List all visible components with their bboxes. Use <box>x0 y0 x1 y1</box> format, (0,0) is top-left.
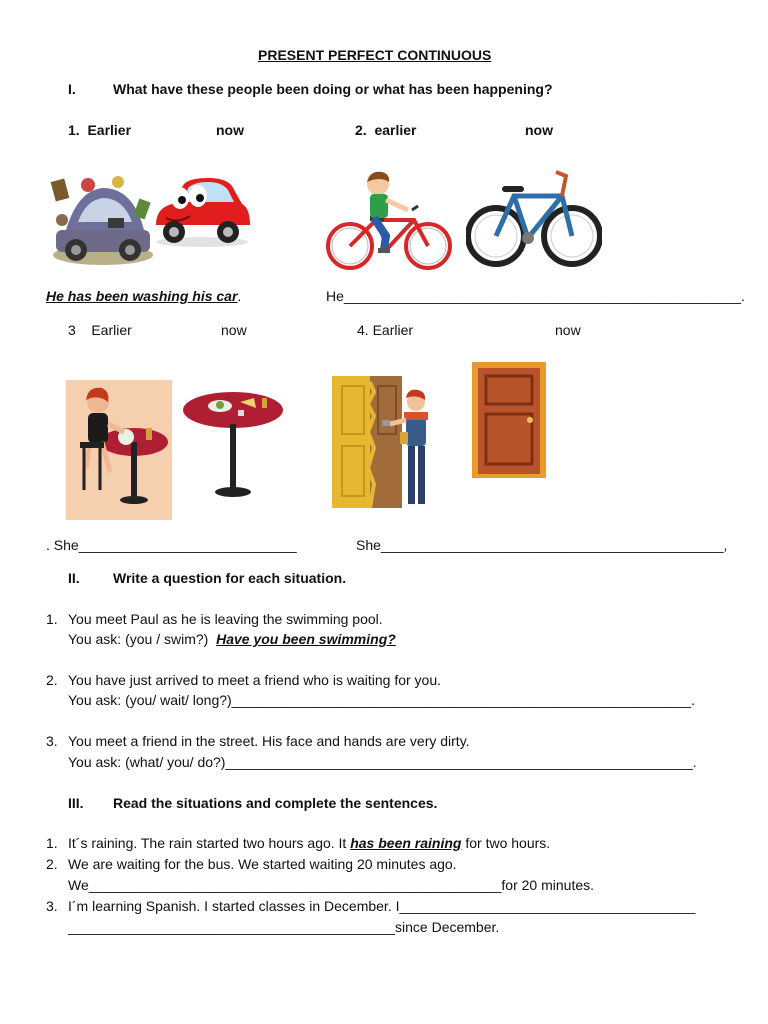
item-1-answer: He has been washing his car <box>46 288 238 304</box>
item-2-answer-line: He___________________________________________________. <box>326 288 745 304</box>
question-1-text: You meet Paul as he is leaving the swimming pool. <box>68 611 383 627</box>
item-3-now-label: now <box>221 322 247 338</box>
section-1-numeral: I. <box>68 81 76 97</box>
question-1-number: 1. <box>46 611 58 627</box>
item-2-label: 2. earlier <box>355 122 417 138</box>
sentence-3-number: 3. <box>46 898 58 914</box>
sentence-2-number: 2. <box>46 856 58 872</box>
section-2-numeral: II. <box>68 570 80 586</box>
question-3-text: You meet a friend in the street. His face and hands are very dirty. <box>68 733 470 749</box>
item-4-label: 4. Earlier <box>357 322 414 338</box>
item-1-now-label: now <box>216 122 244 138</box>
sentence-2-text: We are waiting for the bus. We started waiting 20 minutes ago. <box>68 856 457 872</box>
item-1-answer-period: . <box>237 288 242 304</box>
item-3-label: 3 Earlier <box>68 322 132 338</box>
sentence-1-answer: has been raining <box>350 835 462 851</box>
item-4-answer-line: She____________________________________________, <box>356 537 728 553</box>
item-1-answer-wrap <box>46 288 241 304</box>
question-2-number: 2. <box>46 672 58 688</box>
clean-car-image <box>150 170 254 250</box>
item-3-answer-line: . She____________________________ <box>46 537 297 553</box>
question-3-ask-line: You ask: (what/ you/ do?)____________________________________________________________. <box>68 754 697 770</box>
section-3-heading: Read the situations and complete the sentences. <box>113 795 438 811</box>
sentence-1-post: for two hours. <box>461 835 551 851</box>
item-2-now-label: now <box>525 122 553 138</box>
item-1-label: 1. Earlier <box>68 122 132 138</box>
question-3-number: 3. <box>46 733 58 749</box>
sentence-3-text: I´m learning Spanish. I started classes in December. I______________________________________ <box>68 898 696 914</box>
parked-bicycle-image <box>466 166 602 272</box>
painted-door-image <box>470 360 548 480</box>
boy-cycling-image <box>326 170 454 274</box>
woman-eating-image <box>66 380 172 520</box>
question-1-ask-wrap <box>68 631 396 647</box>
section-3-numeral: III. <box>68 795 84 811</box>
question-2-ask-line: You ask: (you/ wait/ long?)___________________________________________________________. <box>68 692 695 708</box>
empty-table-image <box>180 388 286 506</box>
question-1-ask: You ask: (you / swim?) <box>68 631 217 647</box>
page-title: PRESENT PERFECT CONTINUOUS <box>258 47 492 63</box>
section-2-heading: Write a question for each situation. <box>113 570 347 586</box>
sentence-2-line: We_____________________________________________________for 20 minutes. <box>68 877 595 893</box>
question-1-answer: Have you been swimming? <box>216 631 396 647</box>
painter-and-door-image <box>330 372 438 512</box>
sentence-1-wrap <box>68 835 550 851</box>
question-2-text: You have just arrived to meet a friend who is waiting for you. <box>68 672 442 688</box>
dirty-car-image <box>48 160 158 270</box>
sentence-1-number: 1. <box>46 835 58 851</box>
section-1-heading: What have these people been doing or what has been happening? <box>113 81 553 97</box>
sentence-3-line: __________________________________________since December. <box>68 919 500 935</box>
sentence-1-pre: It´s raining. The rain started two hours ago. It <box>68 835 351 851</box>
item-4-now-label: now <box>555 322 581 338</box>
